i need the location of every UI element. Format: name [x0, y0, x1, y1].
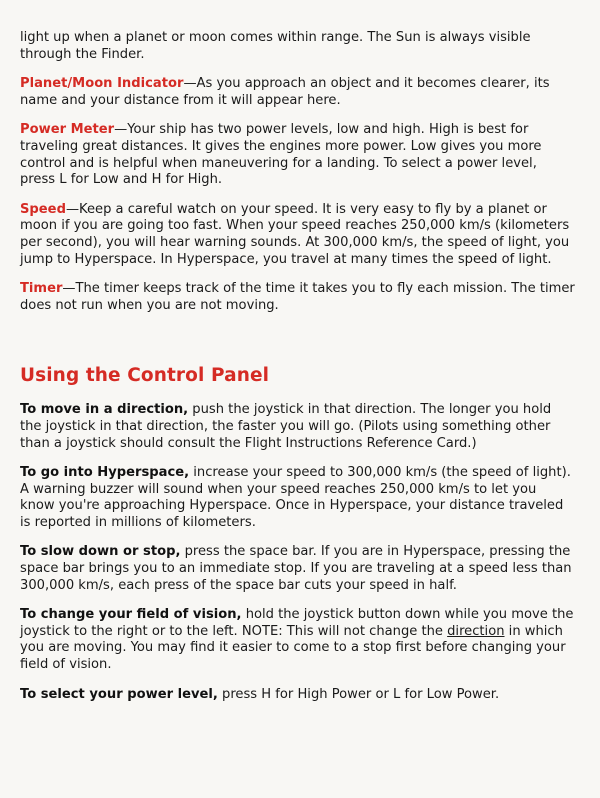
vision-instruction [20, 607, 575, 673]
power-meter-paragraph [20, 122, 575, 188]
timer-term: Timer [20, 281, 63, 297]
power-meter-term: Power Meter [20, 122, 115, 138]
vision-underlined-word: direction [447, 623, 505, 639]
hyperspace-instruction [20, 465, 575, 531]
intro-paragraph [20, 30, 575, 63]
hyperspace-lead: To go into Hyperspace, [20, 465, 190, 481]
move-lead: To move in a direction, [20, 402, 189, 418]
move-instruction [20, 402, 575, 452]
manual-page [20, 30, 575, 716]
planet-moon-indicator-text: —As you approach an object and it becomes clearer, its name and your distance from it will appear here. [20, 76, 550, 108]
power-instruction [20, 687, 575, 704]
vision-text-1: hold the joystick button down while you move the joystick to the right or to the left. NOTE: This will not change the [20, 607, 574, 639]
section-heading: Using the Control Panel [20, 365, 270, 387]
power-lead: To select your power level, [20, 686, 218, 702]
timer-paragraph [20, 281, 575, 314]
planet-moon-indicator-term: Planet/Moon Indicator [20, 76, 184, 92]
vision-text-2: in which you are moving. You may find it easier to come to a stop first before changing your field of vision. [20, 623, 566, 673]
timer-text: —The timer keeps track of the time it takes you to fly each mission. The timer does not run when you are not moving. [20, 281, 575, 313]
vision-lead: To change your field of vision, [20, 607, 242, 623]
slow-lead: To slow down or stop, [20, 544, 181, 560]
speed-term: Speed [20, 201, 66, 217]
hyperspace-text: increase your speed to 300,000 km/s (the speed of light). A warning buzzer will sound when your speed reaches 250,000 km/s to let you know you're approaching Hyperspace. Once in Hyperspace, your distance traveled is reported in millions of kilometers. [20, 465, 571, 530]
power-text: press H for High Power or L for Low Power. [217, 686, 500, 702]
move-text: push the joystick in that direction. The longer you hold the joystick in that direction, the faster you will go. (Pilots using something other than a joystick should consult the Flight Instructions Reference Card.) [20, 402, 552, 451]
slow-instruction [20, 544, 575, 594]
planet-moon-indicator-paragraph [20, 76, 575, 109]
intro-text: light up when a planet or moon comes within range. The Sun is always visible through the Finder. [20, 30, 531, 62]
speed-paragraph [20, 202, 575, 268]
slow-text: press the space bar. If you are in Hyperspace, pressing the space bar brings you to an immediate stop. If you are traveling at a speed less than 300,000 km/s, each press of the space bar cuts your speed in half. [20, 544, 572, 593]
power-meter-text: —Your ship has two power levels, low and high. High is best for traveling great distances. It gives the engines more power. Low gives you more control and is helpful when maneuvering for a landing. To select a power level, press L for Low and H for High. [20, 122, 542, 188]
speed-text: —Keep a careful watch on your speed. It is very easy to fly by a planet or moon if you are going too fast. When your speed reaches 250,000 km/s (kilometers per second), you will hear warning sounds. At 300,000 km/s, the speed of light, you jump to Hyperspace. In Hyperspace, you travel at many times the speed of light. [20, 201, 570, 267]
